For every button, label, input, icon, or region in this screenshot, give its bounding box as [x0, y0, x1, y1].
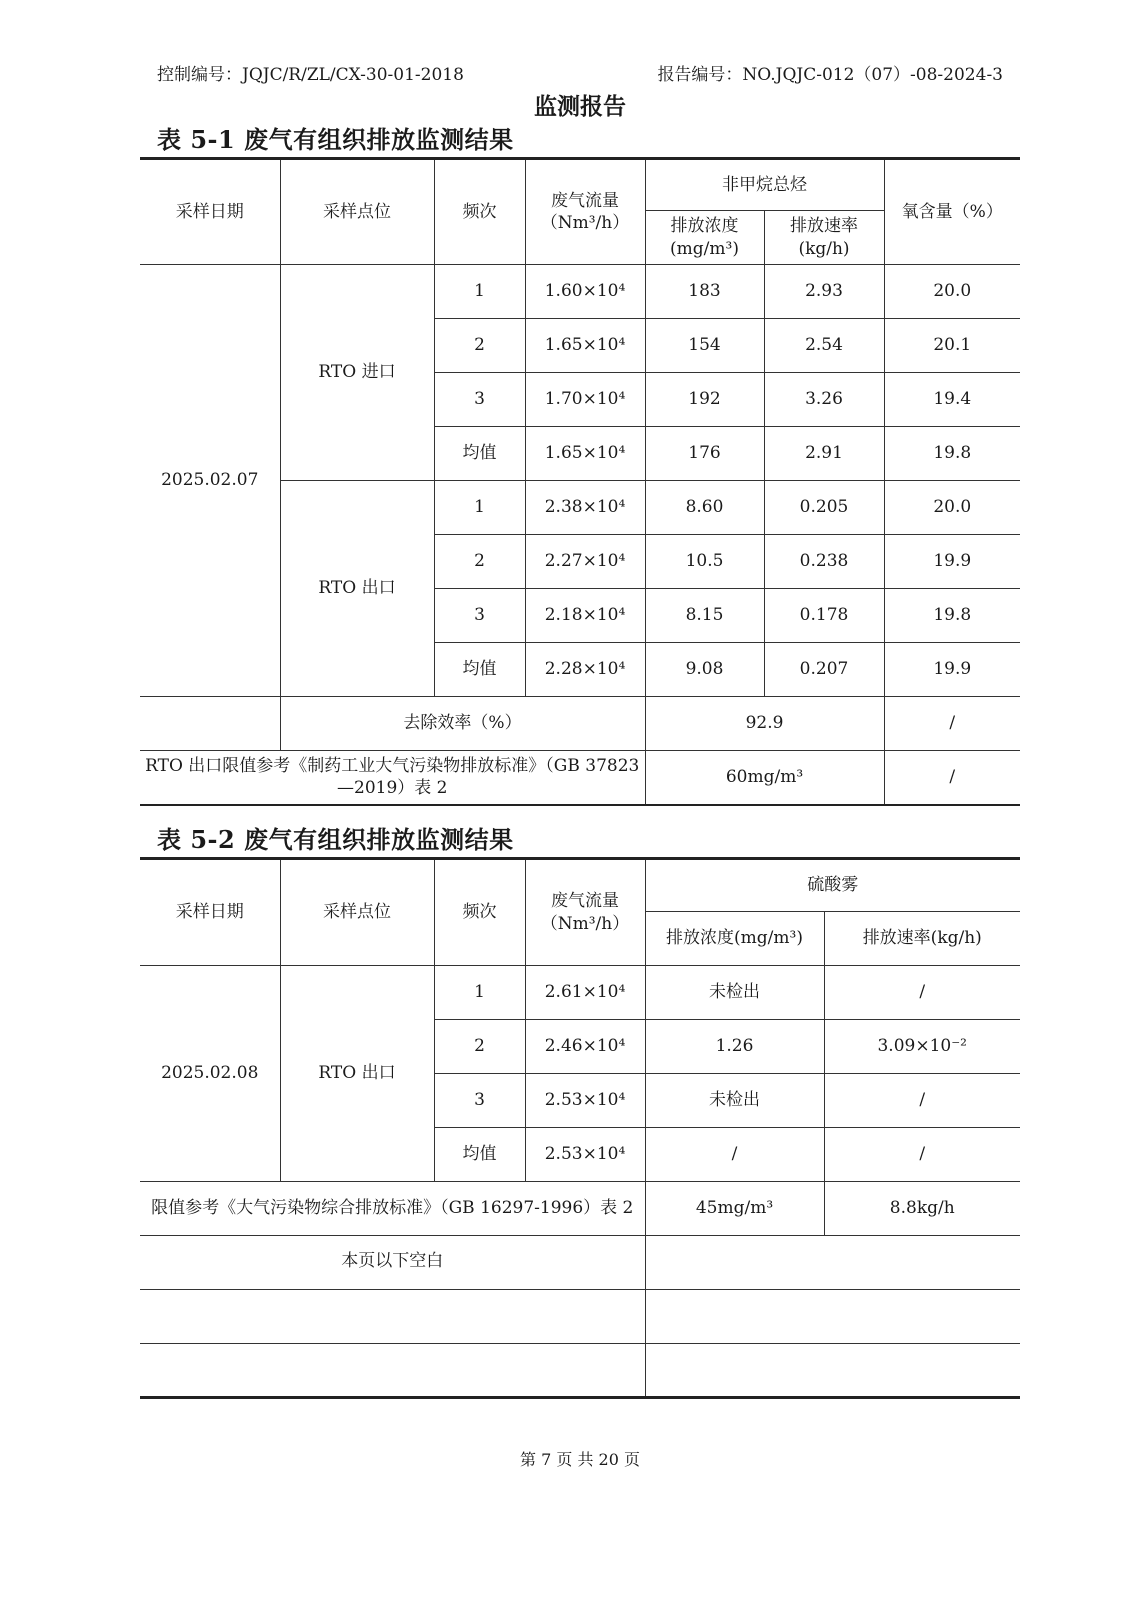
t1-limit-value: 60mg/m³ [645, 751, 884, 805]
rate-cell: 2.54 [764, 319, 884, 373]
conc-cell: 未检出 [645, 1074, 824, 1128]
rate-cell: 3.26 [764, 373, 884, 427]
flow-cell: 2.46×10⁴ [525, 1020, 645, 1074]
flow-cell: 2.61×10⁴ [525, 966, 645, 1020]
t1-header-rate-unit: (kg/h) [798, 238, 850, 259]
page-title: 监测报告 [534, 93, 626, 120]
oxygen-cell: 20.1 [884, 319, 1020, 373]
conc-cell: 未检出 [645, 966, 824, 1020]
report-number: 报告编号：NO.JQJC-012（07）-08-2024-3 [657, 65, 1003, 85]
table1 [140, 157, 1020, 806]
conc-cell: 154 [645, 319, 764, 373]
rate-cell: / [824, 1128, 1020, 1182]
flow-cell: 2.38×10⁴ [525, 481, 645, 535]
flow-cell: 2.53×10⁴ [525, 1074, 645, 1128]
conc-cell: 1.26 [645, 1020, 824, 1074]
t2-limit-conc: 45mg/m³ [645, 1182, 824, 1236]
conc-cell: 10.5 [645, 535, 764, 589]
blank-row [140, 1236, 1020, 1290]
t1-header-group: 非甲烷总烃 [645, 159, 884, 211]
conc-cell: / [645, 1128, 824, 1182]
rate-cell: 2.91 [764, 427, 884, 481]
flow-cell: 1.65×10⁴ [525, 319, 645, 373]
rate-cell: 0.207 [764, 643, 884, 697]
t1-point-outlet: RTO 出口 [280, 481, 434, 697]
oxygen-cell: 20.0 [884, 265, 1020, 319]
t2-header-flow [525, 859, 645, 966]
flow-cell: 2.27×10⁴ [525, 535, 645, 589]
table-row [140, 966, 1020, 1020]
oxygen-cell: 20.0 [884, 481, 1020, 535]
t2-header-freq: 频次 [434, 859, 525, 966]
t1-header-oxygen: 氧含量（%） [884, 159, 1020, 265]
oxygen-cell: 19.9 [884, 535, 1020, 589]
rate-cell: 2.93 [764, 265, 884, 319]
blank-note: 本页以下空白 [140, 1236, 645, 1290]
table1-caption: 表 5-1 废气有组织排放监测结果 [157, 125, 514, 154]
conc-cell: 176 [645, 427, 764, 481]
rate-cell: 0.205 [764, 481, 884, 535]
limit-row [140, 1182, 1020, 1236]
t2-header-group: 硫酸雾 [645, 859, 1020, 912]
t1-header-flow-unit: （Nm³/h） [540, 213, 630, 233]
removal-row [140, 697, 1020, 751]
freq-cell: 1 [434, 966, 525, 1020]
t1-date: 2025.02.07 [140, 265, 280, 697]
rate-cell: / [824, 966, 1020, 1020]
oxygen-cell: 19.9 [884, 643, 1020, 697]
freq-cell: 3 [434, 1074, 525, 1128]
blank-row [140, 1290, 1020, 1344]
conc-cell: 9.08 [645, 643, 764, 697]
table2 [140, 857, 1020, 1399]
rate-cell: 0.178 [764, 589, 884, 643]
oxygen-cell: 19.4 [884, 373, 1020, 427]
t2-header-flow-unit: （Nm³/h） [540, 913, 630, 934]
flow-cell: 2.53×10⁴ [525, 1128, 645, 1182]
flow-cell: 1.60×10⁴ [525, 265, 645, 319]
t1-header-rate [764, 211, 884, 265]
flow-cell: 2.18×10⁴ [525, 589, 645, 643]
t2-date: 2025.02.08 [140, 966, 280, 1182]
flow-cell: 2.28×10⁴ [525, 643, 645, 697]
freq-cell: 1 [434, 265, 525, 319]
freq-cell: 2 [434, 319, 525, 373]
t1-header-rate-label: 排放速率 [790, 216, 858, 237]
t1-header-flow [525, 159, 645, 265]
t2-limit-label: 限值参考《大气污染物综合排放标准》（GB 16297-1996）表 2 [140, 1182, 645, 1236]
t1-header-conc-unit: (mg/m³) [670, 238, 739, 259]
t1-header-point: 采样点位 [280, 159, 434, 265]
t2-limit-rate: 8.8kg/h [824, 1182, 1020, 1236]
t1-limit-label: RTO 出口限值参考《制药工业大气污染物排放标准》（GB 37823—2019）表 2 [140, 751, 645, 805]
conc-cell: 8.60 [645, 481, 764, 535]
t2-point: RTO 出口 [280, 966, 434, 1182]
blank-row [140, 1344, 1020, 1398]
rate-cell: / [824, 1074, 1020, 1128]
freq-cell: 均值 [434, 643, 525, 697]
t1-header-flow-label: 废气流量 [551, 190, 619, 211]
freq-cell: 2 [434, 535, 525, 589]
rate-cell: 3.09×10⁻² [824, 1020, 1020, 1074]
t1-header-date: 采样日期 [140, 159, 280, 265]
freq-cell: 3 [434, 589, 525, 643]
conc-cell: 192 [645, 373, 764, 427]
t2-header-date: 采样日期 [140, 859, 280, 966]
t2-header-conc: 排放浓度(mg/m³) [645, 912, 824, 966]
removal-value: 92.9 [645, 697, 884, 751]
freq-cell: 2 [434, 1020, 525, 1074]
flow-cell: 1.65×10⁴ [525, 427, 645, 481]
table2-caption: 表 5-2 废气有组织排放监测结果 [157, 825, 514, 854]
oxygen-cell: 19.8 [884, 589, 1020, 643]
conc-cell: 8.15 [645, 589, 764, 643]
freq-cell: 均值 [434, 427, 525, 481]
removal-oxygen: / [884, 697, 1020, 751]
control-number: 控制编号：JQJC/R/ZL/CX-30-01-2018 [157, 65, 464, 85]
freq-cell: 3 [434, 373, 525, 427]
conc-cell: 183 [645, 265, 764, 319]
page-number: 第 7 页 共 20 页 [520, 1450, 640, 1469]
t1-header-conc [645, 211, 764, 265]
freq-cell: 均值 [434, 1128, 525, 1182]
t1-header-conc-label: 排放浓度 [670, 216, 739, 237]
limit-row [140, 751, 1020, 805]
t1-limit-oxygen: / [884, 751, 1020, 805]
rate-cell: 0.238 [764, 535, 884, 589]
t2-header-flow-label: 废气流量 [551, 891, 619, 912]
freq-cell: 1 [434, 481, 525, 535]
table-row [140, 265, 1020, 319]
t2-header-point: 采样点位 [280, 859, 434, 966]
t2-header-rate: 排放速率(kg/h) [824, 912, 1020, 966]
t1-point-inlet: RTO 进口 [280, 265, 434, 481]
oxygen-cell: 19.8 [884, 427, 1020, 481]
t1-header-freq: 频次 [434, 159, 525, 265]
flow-cell: 1.70×10⁴ [525, 373, 645, 427]
removal-label: 去除效率（%） [280, 697, 645, 751]
